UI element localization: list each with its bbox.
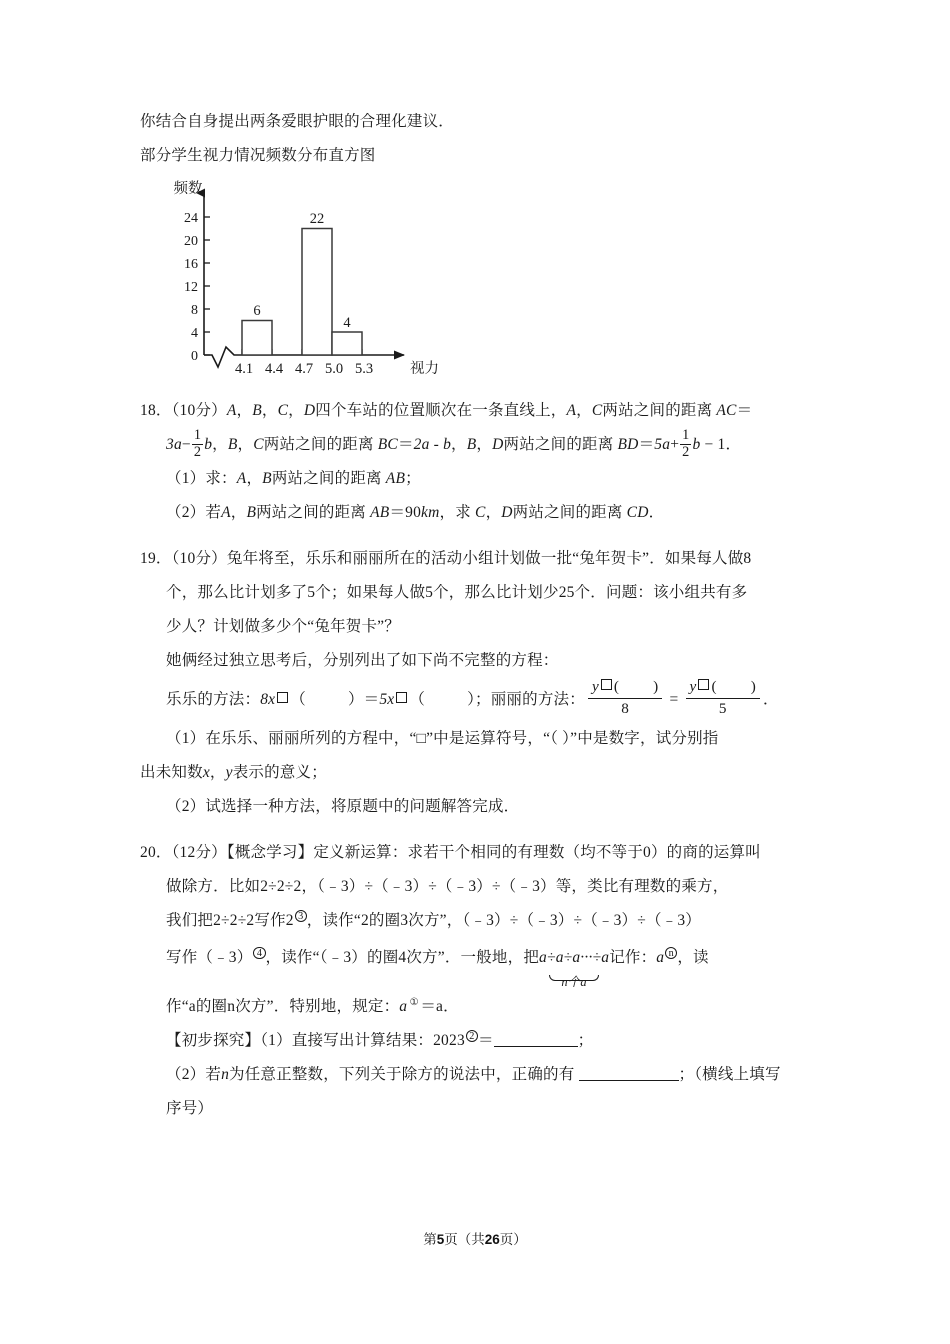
footer-suffix: 页） xyxy=(499,1232,527,1247)
q19-line-1: 19．（10分）兔年将至，乐乐和丽丽所在的活动小组计划做一批“兔年贺卡”．如果每人做8 xyxy=(140,550,752,567)
answer-blank-2[interactable] xyxy=(579,1065,679,1081)
q20-l7-prefix: （2）若 xyxy=(166,1066,222,1083)
underbrace-label: n个a xyxy=(561,975,587,989)
circled-exponent-1: ① xyxy=(409,996,419,1008)
q18-sub-2: （2）若A，B两站之间的距离 AB＝90km，求 C，D两站之间的距离 CD． xyxy=(166,504,665,521)
fraction-lili-left: $\frac{y ( )}{8}$ xyxy=(588,678,662,719)
page-footer xyxy=(0,1228,950,1248)
operator-box-2 xyxy=(396,692,407,703)
x-axis-title: 视力 xyxy=(410,361,439,377)
y-tick-16: 16 xyxy=(184,257,198,272)
bar-4.7-5.0 xyxy=(302,229,332,356)
fraction-one-half-2: $\frac{1}{2}$ xyxy=(682,427,690,461)
q19-line-4: 她俩经过独立思考后，分别列出了如下尚不完整的方程： xyxy=(166,652,559,669)
q20-l6-suffix: ； xyxy=(577,1032,594,1049)
answer-blank-1[interactable] xyxy=(494,1031,578,1047)
q20-l7-mid: 为任意正整数，下列关于除方的说法中，正确的有 xyxy=(229,1066,575,1083)
q20-line-5 xyxy=(166,990,820,1024)
q18-points: （10分） xyxy=(171,402,227,419)
operator-box-4 xyxy=(698,679,709,690)
x-tick-4.7: 4.7 xyxy=(294,361,314,377)
q20-l5-suffix: ＝a． xyxy=(420,998,459,1015)
q20-l7-suffix: ；（横线上填写 xyxy=(678,1066,781,1083)
chart-caption: 部分学生视力情况频数分布直方图 xyxy=(140,147,376,164)
underbrace-group xyxy=(539,938,610,989)
histogram-svg xyxy=(158,177,468,377)
q19-lili-lead: 丽丽的方法： xyxy=(490,691,585,708)
y-tick-8: 8 xyxy=(191,303,198,318)
q18-sub-1: （1）求：A，B两站之间的距离 AB； xyxy=(166,470,421,487)
y-axis-title: 频数 xyxy=(173,181,203,197)
q19-line-3: 少人？计划做多少个“兔年贺卡”？ xyxy=(166,618,400,635)
q19-number: 19 xyxy=(140,550,156,567)
operator-box-3 xyxy=(601,679,612,690)
q20-l5-var: a xyxy=(399,998,408,1015)
q20-l4-end: ，读 xyxy=(677,949,709,966)
q20-var-a: a xyxy=(656,949,665,966)
q20-l3-prefix: 我们把2÷2÷2写作2 xyxy=(166,912,294,929)
y-tick-0: 0 xyxy=(191,349,198,364)
footer-total-pages: 26 xyxy=(484,1232,500,1247)
q20-number: 20 xyxy=(140,844,156,861)
q20-line-3 xyxy=(166,904,820,938)
fraction-one-half-1: $\frac{1}{2}$ xyxy=(193,427,202,461)
q20-l6-equals: ＝ xyxy=(477,1032,494,1049)
q20-l4-tail: 记作： xyxy=(609,949,657,966)
circled-exponent-2: 2 xyxy=(466,1030,478,1042)
q20-l5-prefix: 作“a的圈n次方”．特别地，规定： xyxy=(166,998,400,1015)
q19-sub1-suffix: 表示的意义； xyxy=(232,764,327,781)
q19-equations: 乐乐的方法：8x （ ）＝5x （ ）；丽丽的方法： $\frac{y ( )}{8}$ = $\frac{y ( )}{5}$ ． xyxy=(166,678,779,718)
page-content xyxy=(140,105,820,1126)
question-19 xyxy=(140,542,820,824)
q18-line-1: 18．（10分）A，B，C，D四个车站的位置顺次在一条直线上，A，C两站之间的距离 AC＝ xyxy=(140,402,753,419)
x-tick-5.3: 5.3 xyxy=(354,361,374,377)
bar-label-22: 22 xyxy=(309,211,325,227)
bar-label-4: 4 xyxy=(343,315,351,331)
q20-l4-mid: ，读作“（﹣3）的圈4次方”．一般地，把 xyxy=(265,949,540,966)
q19-points: （10分） xyxy=(171,550,227,567)
q19-sub1-prefix: 出未知数 xyxy=(140,764,203,781)
q19-line-2: 个，那么比计划多了5个；如果每人做5个，那么比计划少25个．问题：该小组共有多 xyxy=(166,584,748,601)
bar-5.0-5.3 xyxy=(332,332,362,355)
q19-sub-1-line-2: 出未知数x，y表示的意义； xyxy=(140,764,327,781)
q19-sub-2: （2）试选择一种方法，将原题中的问题解答完成． xyxy=(166,798,520,815)
q19-sub-1-line-1: （1）在乐乐、丽丽所列的方程中，“□”中是运算符号，“（ ）”中是数字，试分别指 xyxy=(166,730,719,747)
circled-exponent-3: 3 xyxy=(295,910,307,922)
question-20 xyxy=(140,836,820,1126)
q20-line-1: 20．（12分）【概念学习】定义新运算：求若干个相同的有理数（均不等于0）的商的运算叫 xyxy=(140,844,761,861)
x-tick-4.1: 4.1 xyxy=(234,361,254,377)
x-tick-5.0: 5.0 xyxy=(324,361,344,377)
y-tick-12: 12 xyxy=(184,280,198,295)
q20-line-8: 序号） xyxy=(166,1100,214,1117)
bar-4.1-4.4 xyxy=(242,321,272,356)
operator-box-1 xyxy=(277,692,288,703)
bar-label-6: 6 xyxy=(253,303,261,319)
footer-prefix: 第 xyxy=(423,1232,437,1247)
x-tick-4.4: 4.4 xyxy=(264,361,284,377)
underbrace-expression: a÷a÷a···÷a xyxy=(539,949,610,966)
q20-points: （12分） xyxy=(171,844,227,861)
q20-l4-prefix: 写作（﹣3） xyxy=(166,949,253,966)
q19-text-1: 兔年将至，乐乐和丽丽所在的活动小组计划做一批“兔年贺卡”．如果每人做8 xyxy=(226,550,752,567)
q20-line-6 xyxy=(166,1024,820,1058)
footer-middle: 页（共 xyxy=(444,1232,485,1247)
q20-l3-suffix: ，读作“2的圈3次方”，（﹣3）÷（﹣3）÷（﹣3）÷（﹣3） xyxy=(306,912,702,929)
y-tick-4: 4 xyxy=(191,326,198,341)
circled-exponent-4: 4 xyxy=(253,947,265,959)
q20-l6-prefix: 【初步探究】（1）直接写出计算结果：2023 xyxy=(166,1032,465,1049)
footer-page-number: 5 xyxy=(436,1232,445,1247)
q20-line-2: 做除方．比如2÷2÷2，（﹣3）÷（﹣3）÷（﹣3）÷（﹣3）等，类比有理数的乘方， xyxy=(166,878,729,895)
circled-exponent-n: n xyxy=(665,947,677,959)
intro-line: 你结合自身提出两条爱眼护眼的合理化建议． xyxy=(140,113,455,130)
fraction-lili-right: $\frac{y ( )}{5}$ xyxy=(686,678,760,719)
q18-line-2: 3a− $\frac{1}{2}$ b，B，C两站之间的距离 BC＝2a - b，B，D两站之间的距离 BD＝5a+ $\frac{1}{2}$ b − 1． xyxy=(166,427,742,461)
q20-line-7 xyxy=(166,1058,820,1092)
q20-line-4 xyxy=(166,938,820,989)
question-18 xyxy=(140,394,820,530)
q19-lele-lead: 乐乐的方法： xyxy=(166,691,261,708)
q18-number: 18 xyxy=(140,402,156,419)
y-tick-24: 24 xyxy=(184,211,198,226)
q20-l7-var-n: n xyxy=(221,1066,230,1083)
q20-head: 【概念学习】定义新运算：求若干个相同的有理数（均不等于0）的商的运算叫 xyxy=(226,844,761,861)
frequency-histogram xyxy=(158,177,468,382)
y-tick-20: 20 xyxy=(184,234,198,249)
